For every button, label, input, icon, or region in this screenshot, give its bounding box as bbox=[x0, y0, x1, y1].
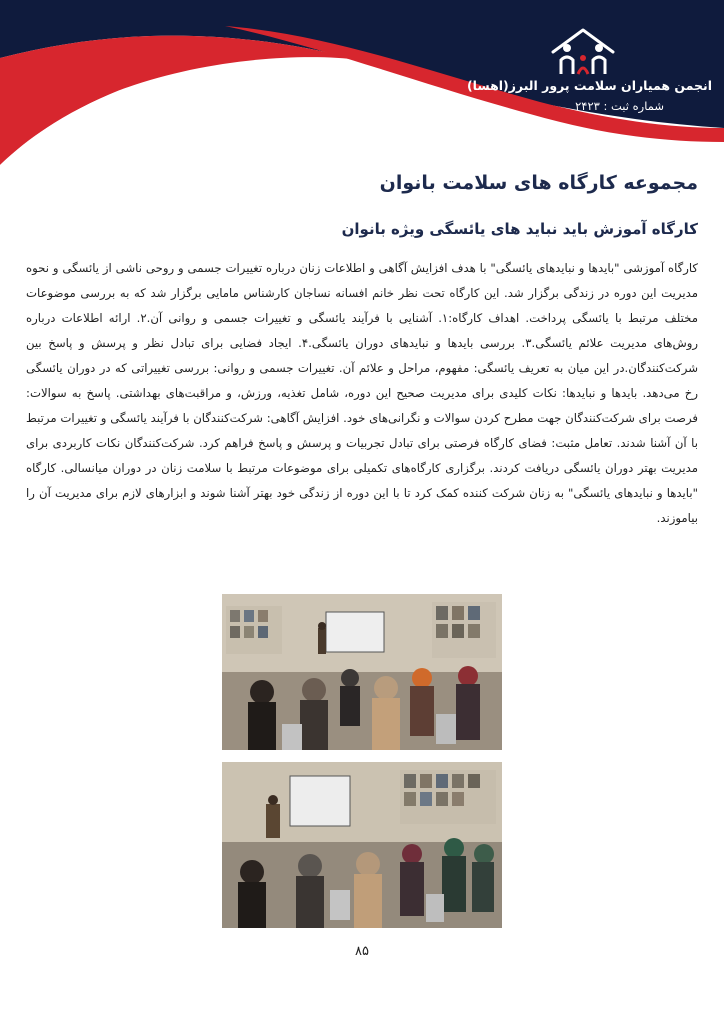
registration-number: شماره ثبت : ۲۴۲۳ bbox=[575, 99, 664, 113]
family-house-logo-icon bbox=[545, 24, 621, 78]
page-title: مجموعه کارگاه های سلامت بانوان bbox=[379, 172, 698, 194]
workshop-photo-1 bbox=[222, 594, 502, 750]
page-header bbox=[0, 0, 724, 170]
workshop-photo-2 bbox=[222, 762, 502, 928]
page-number: ۸۵ bbox=[355, 944, 369, 959]
organization-name: انجمن همیاران سلامت پرور البرز(اهسا) bbox=[466, 78, 712, 93]
section-title: کارگاه آموزش باید نباید های یائسگی ویژه بانوان bbox=[341, 220, 698, 238]
body-paragraph: کارگاه آموزشی "بایدها و نبایدهای یائسگی" با هدف افزایش آگاهی و اطلاعات زنان درباره تغییرات جسمی و روحی ناشی از یائسگی و نحوه مدیریت این دوره در زندگی برگزار شد. این کارگاه تحت نظر خانم افسانه نساجان کارشناس مامایی برگزار شد که به بررسی موضوعات مختلف مرتبط با یائسگی پرداخت. اهداف کارگاه:۱. آشنایی با فرآیند یائسگی و تغییرات جسمی و روانی آن.۲. ارائه اطلاعات درباره روش‌های مدیریت علائم یائسگی.۳. بررسی بایدها و نبایدهای دوران یائسگی.۴. ایجاد فضایی برای تبادل نظر و پرسش و پاسخ بین شرکت‌کنندگان.در این میان به تعریف یائسگی: مفهوم، مراحل و علائم آن. تغییرات جسمی و روانی: بررسی تغییراتی که در دوران یائسگی رخ می‌دهد. بایدها و نبایدها: نکات کلیدی برای مدیریت صحیح این دوره، شامل تغذیه، ورزش، و مراقبت‌های بهداشتی. پاسخ به سوالات: فرصت برای شرکت‌کنندگان جهت مطرح کردن سوالات و نگرانی‌های خود. افزایش آگاهی: شرکت‌کنندگان با فرآیند یائسگی و تغییرات مرتبط با آن آشنا شدند. تعامل مثبت: فضای کارگاه فرصتی برای تبادل تجربیات و پرسش و پاسخ فراهم کرد. شرکت‌کنندگان نکات کاربردی برای مدیریت بهتر دوران یائسگی دریافت کردند. برگزاری کارگاه‌های تکمیلی برای موضوعات مرتبط با سلامت زنان در دوران میانسالی. کارگاه "بایدها و نبایدهای یائسگی" به زنان شرکت کننده کمک کرد تا با این دوره از زندگی خود بهتر آشنا شوند و ابزارهای لازم برای مدیریت آن را بیاموزند. bbox=[26, 261, 699, 525]
